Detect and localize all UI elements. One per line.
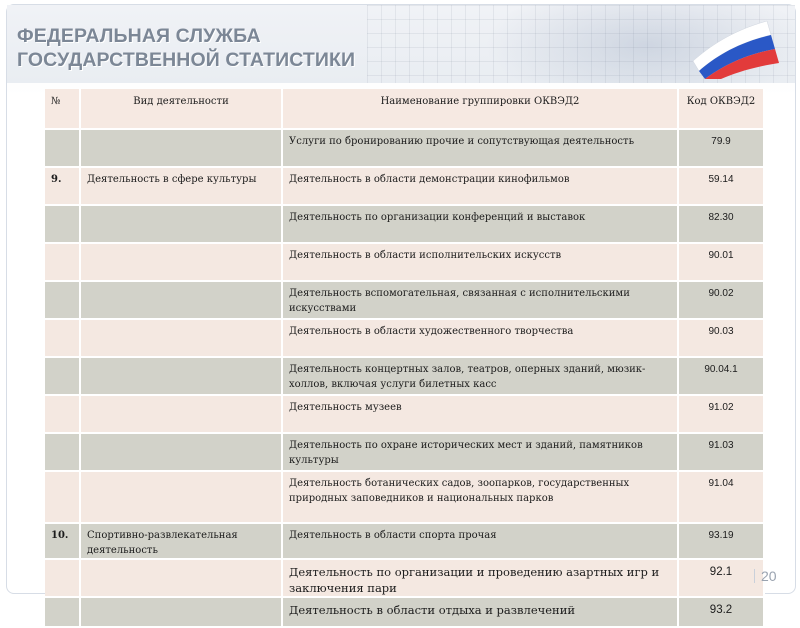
row-group-name: Деятельность по охране исторических мест и зданий, памятников культуры xyxy=(283,434,679,472)
table-row xyxy=(45,434,765,472)
okved-table xyxy=(45,89,765,628)
slide xyxy=(6,4,796,617)
row-number xyxy=(45,244,81,282)
table-row xyxy=(45,598,765,628)
row-group-name: Услуги по бронированию прочие и сопутствующая деятельность xyxy=(283,130,679,168)
row-number xyxy=(45,472,81,524)
row-number xyxy=(45,358,81,396)
table-row xyxy=(45,244,765,282)
row-code: 59.14 xyxy=(679,168,765,206)
table-row xyxy=(45,472,765,524)
column-header-code: Код ОКВЭД2 xyxy=(679,89,765,130)
row-number xyxy=(45,282,81,320)
row-activity xyxy=(81,472,283,524)
row-activity xyxy=(81,206,283,244)
row-code: 93.2 xyxy=(679,598,765,628)
row-activity xyxy=(81,130,283,168)
row-code: 90.02 xyxy=(679,282,765,320)
row-number xyxy=(45,206,81,244)
table-row xyxy=(45,168,765,206)
row-activity xyxy=(81,434,283,472)
row-code: 90.01 xyxy=(679,244,765,282)
row-group-name: Деятельность в области художественного творчества xyxy=(283,320,679,358)
row-group-name: Деятельность в области отдыха и развлечений xyxy=(283,598,679,628)
row-code: 93.19 xyxy=(679,524,765,560)
column-header-num: № xyxy=(45,89,81,130)
row-group-name: Деятельность музеев xyxy=(283,396,679,434)
table-row xyxy=(45,282,765,320)
row-activity xyxy=(81,396,283,434)
table-row xyxy=(45,396,765,434)
row-number: 9. xyxy=(45,168,81,206)
org-title-line1: ФЕДЕРАЛЬНАЯ СЛУЖБА xyxy=(17,25,261,47)
row-activity xyxy=(81,358,283,396)
row-number xyxy=(45,598,81,628)
table-row xyxy=(45,524,765,560)
row-group-name: Деятельность в области спорта прочая xyxy=(283,524,679,560)
row-group-name: Деятельность в области демонстрации кинофильмов xyxy=(283,168,679,206)
row-activity xyxy=(81,560,283,598)
page-number-divider xyxy=(754,569,755,583)
row-group-name: Деятельность вспомогательная, связанная с исполнительскими искусствами xyxy=(283,282,679,320)
table-row xyxy=(45,320,765,358)
row-group-name: Деятельность по организации и проведению азартных игр и заключения пари xyxy=(283,560,679,598)
row-number xyxy=(45,560,81,598)
row-group-name: Деятельность в области исполнительских искусств xyxy=(283,244,679,282)
row-code: 91.02 xyxy=(679,396,765,434)
row-code: 91.03 xyxy=(679,434,765,472)
row-code: 79.9 xyxy=(679,130,765,168)
row-activity: Деятельность в сфере культуры xyxy=(81,168,283,206)
row-number xyxy=(45,396,81,434)
row-activity xyxy=(81,282,283,320)
row-code: 90.04.1 xyxy=(679,358,765,396)
row-code: 91.04 xyxy=(679,472,765,524)
table-row xyxy=(45,130,765,168)
row-number: 10. xyxy=(45,524,81,560)
row-number xyxy=(45,434,81,472)
row-group-name: Деятельность концертных залов, театров, оперных зданий, мюзик-холлов, включая услуги билетных касс xyxy=(283,358,679,396)
russian-flag-icon xyxy=(675,13,785,79)
page-number: 20 xyxy=(761,568,777,584)
column-header-group-name: Наименование группировки ОКВЭД2 xyxy=(283,89,679,130)
table-header-row xyxy=(45,89,765,130)
table-row xyxy=(45,206,765,244)
row-activity xyxy=(81,244,283,282)
row-code: 82.30 xyxy=(679,206,765,244)
row-number xyxy=(45,130,81,168)
row-group-name: Деятельность по организации конференций и выставок xyxy=(283,206,679,244)
row-activity xyxy=(81,320,283,358)
column-header-activity: Вид деятельности xyxy=(81,89,283,130)
row-code: 90.03 xyxy=(679,320,765,358)
org-title-line2: ГОСУДАРСТВЕННОЙ СТАТИСТИКИ xyxy=(17,49,356,71)
row-code: 92.1 xyxy=(679,560,765,598)
table-row xyxy=(45,560,765,598)
header-band xyxy=(7,5,795,83)
row-activity xyxy=(81,598,283,628)
row-activity: Спортивно-развлекательная деятельность xyxy=(81,524,283,560)
table-row xyxy=(45,358,765,396)
row-number xyxy=(45,320,81,358)
row-group-name: Деятельность ботанических садов, зоопарков, государственных природных заповедников и национальных парков xyxy=(283,472,679,524)
